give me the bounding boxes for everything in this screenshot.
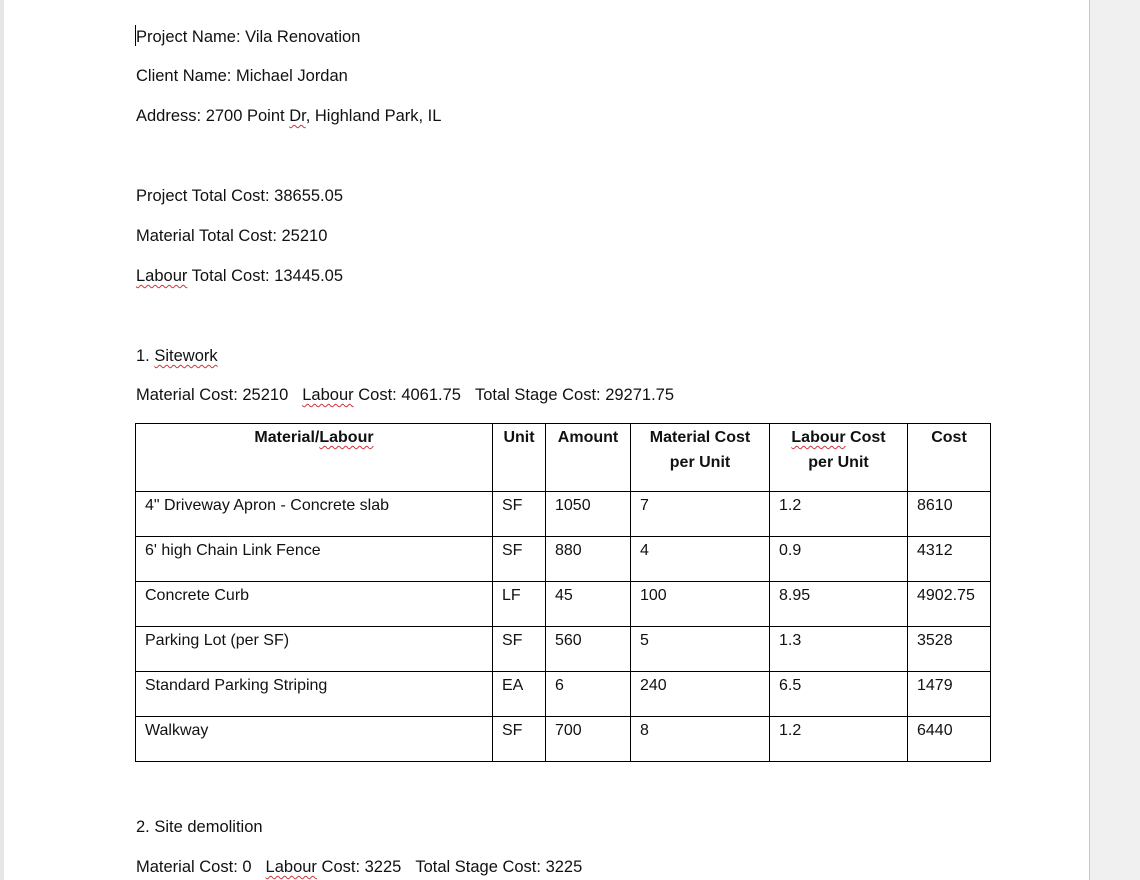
- labour-total-cost-text: Total Cost: 13445.05: [187, 267, 344, 285]
- cell-material-cost[interactable]: 100: [631, 582, 770, 627]
- project-name-text: Project Name: Vila Renovation: [136, 28, 361, 46]
- table-row: [136, 492, 991, 537]
- cell-unit[interactable]: SF: [493, 492, 546, 537]
- stage1-number: 1.: [136, 347, 155, 365]
- header-material-prefix: Material/: [254, 429, 320, 446]
- stage1-title[interactable]: Sitework: [154, 347, 218, 365]
- stage2-costs: [136, 857, 582, 877]
- cell-labour-cost[interactable]: 6.5: [770, 672, 908, 717]
- cell-item[interactable]: Walkway: [136, 717, 493, 762]
- stage2-labour-cost: Cost: 3225: [316, 858, 402, 876]
- cell-unit[interactable]: SF: [493, 717, 546, 762]
- project-total-cost: [136, 186, 343, 206]
- header-material-labour[interactable]: [136, 424, 493, 492]
- cell-material-cost[interactable]: 8: [631, 717, 770, 762]
- cell-amount[interactable]: 45: [546, 582, 631, 627]
- header-labour-cost-line2: per Unit: [808, 454, 869, 471]
- cell-amount[interactable]: 560: [546, 627, 631, 672]
- table-row: [136, 582, 991, 627]
- header-unit[interactable]: Unit: [493, 424, 546, 492]
- cell-labour-cost[interactable]: 1.3: [770, 627, 908, 672]
- cell-cost[interactable]: 4312: [908, 537, 991, 582]
- table-row: [136, 537, 991, 582]
- material-total-cost: [136, 226, 327, 246]
- cell-unit[interactable]: SF: [493, 537, 546, 582]
- header-material-cost-line1: Material Cost: [649, 429, 751, 446]
- cell-item[interactable]: 4" Driveway Apron - Concrete slab: [136, 492, 493, 537]
- cell-material-cost[interactable]: 240: [631, 672, 770, 717]
- cell-amount[interactable]: 880: [546, 537, 631, 582]
- project-name: [136, 27, 360, 47]
- stage2-material-cost: Material Cost: 0: [136, 858, 252, 876]
- table-row: [136, 672, 991, 717]
- project-total-cost-text: Project Total Cost: 38655.05: [136, 187, 343, 205]
- cell-item[interactable]: 6' high Chain Link Fence: [136, 537, 493, 582]
- client-name-text: Client Name: Michael Jordan: [136, 67, 348, 85]
- spelling-flag-labour[interactable]: Labour: [791, 429, 846, 446]
- cell-material-cost[interactable]: 5: [631, 627, 770, 672]
- cell-labour-cost[interactable]: 1.2: [770, 492, 908, 537]
- stage1-cost-table: [135, 423, 991, 762]
- cell-cost[interactable]: 3528: [908, 627, 991, 672]
- right-margin-area: [1090, 0, 1140, 880]
- cell-labour-cost[interactable]: 8.95: [770, 582, 908, 627]
- table-header-row: [136, 424, 991, 492]
- cell-material-cost[interactable]: 7: [631, 492, 770, 537]
- stage2-title: 2. Site demolition: [136, 818, 263, 836]
- cell-cost[interactable]: 1479: [908, 672, 991, 717]
- header-material-cost-line2: per Unit: [669, 454, 731, 471]
- header-material-cost[interactable]: [631, 424, 770, 492]
- client-name: [136, 66, 348, 86]
- stage2-heading: [136, 817, 263, 837]
- stage1-costs: [136, 385, 674, 405]
- cell-unit[interactable]: LF: [493, 582, 546, 627]
- spelling-flag-labour[interactable]: Labour: [302, 386, 354, 404]
- table-row: [136, 717, 991, 762]
- stage1-heading: [136, 346, 218, 366]
- cell-cost[interactable]: 8610: [908, 492, 991, 537]
- header-cost[interactable]: Cost: [908, 424, 991, 492]
- cell-cost[interactable]: 6440: [908, 717, 991, 762]
- stage1-material-cost: Material Cost: 25210: [136, 386, 289, 404]
- cell-amount[interactable]: 6: [546, 672, 631, 717]
- header-labour-cost-line1: Cost: [845, 429, 886, 446]
- spelling-flag-labour[interactable]: Labour: [136, 267, 188, 285]
- stage1-labour-cost: Cost: 4061.75: [353, 386, 461, 404]
- cell-labour-cost[interactable]: 1.2: [770, 717, 908, 762]
- address-suffix: , Highland Park, IL: [305, 107, 442, 125]
- cell-cost[interactable]: 4902.75: [908, 582, 991, 627]
- cell-item[interactable]: Parking Lot (per SF): [136, 627, 493, 672]
- material-total-cost-text: Material Total Cost: 25210: [136, 227, 328, 245]
- cell-amount[interactable]: 700: [546, 717, 631, 762]
- cell-amount[interactable]: 1050: [546, 492, 631, 537]
- cell-labour-cost[interactable]: 0.9: [770, 537, 908, 582]
- header-labour-cost[interactable]: [770, 424, 908, 492]
- document-page[interactable]: [4, 0, 1090, 880]
- address-prefix: Address: 2700 Point: [136, 107, 290, 125]
- cell-item[interactable]: Standard Parking Striping: [136, 672, 493, 717]
- address: [136, 106, 441, 126]
- cell-unit[interactable]: SF: [493, 627, 546, 672]
- header-amount[interactable]: Amount: [546, 424, 631, 492]
- stage2-total-stage-cost: Total Stage Cost: 3225: [415, 858, 583, 876]
- cell-unit[interactable]: EA: [493, 672, 546, 717]
- spelling-flag-dr[interactable]: Dr: [289, 107, 306, 125]
- labour-total-cost: [136, 266, 343, 286]
- cell-item[interactable]: Concrete Curb: [136, 582, 493, 627]
- stage1-total-stage-cost: Total Stage Cost: 29271.75: [474, 386, 675, 404]
- table-row: [136, 627, 991, 672]
- spelling-flag-labour[interactable]: Labour: [319, 429, 374, 446]
- cell-material-cost[interactable]: 4: [631, 537, 770, 582]
- spelling-flag-labour[interactable]: Labour: [265, 858, 317, 876]
